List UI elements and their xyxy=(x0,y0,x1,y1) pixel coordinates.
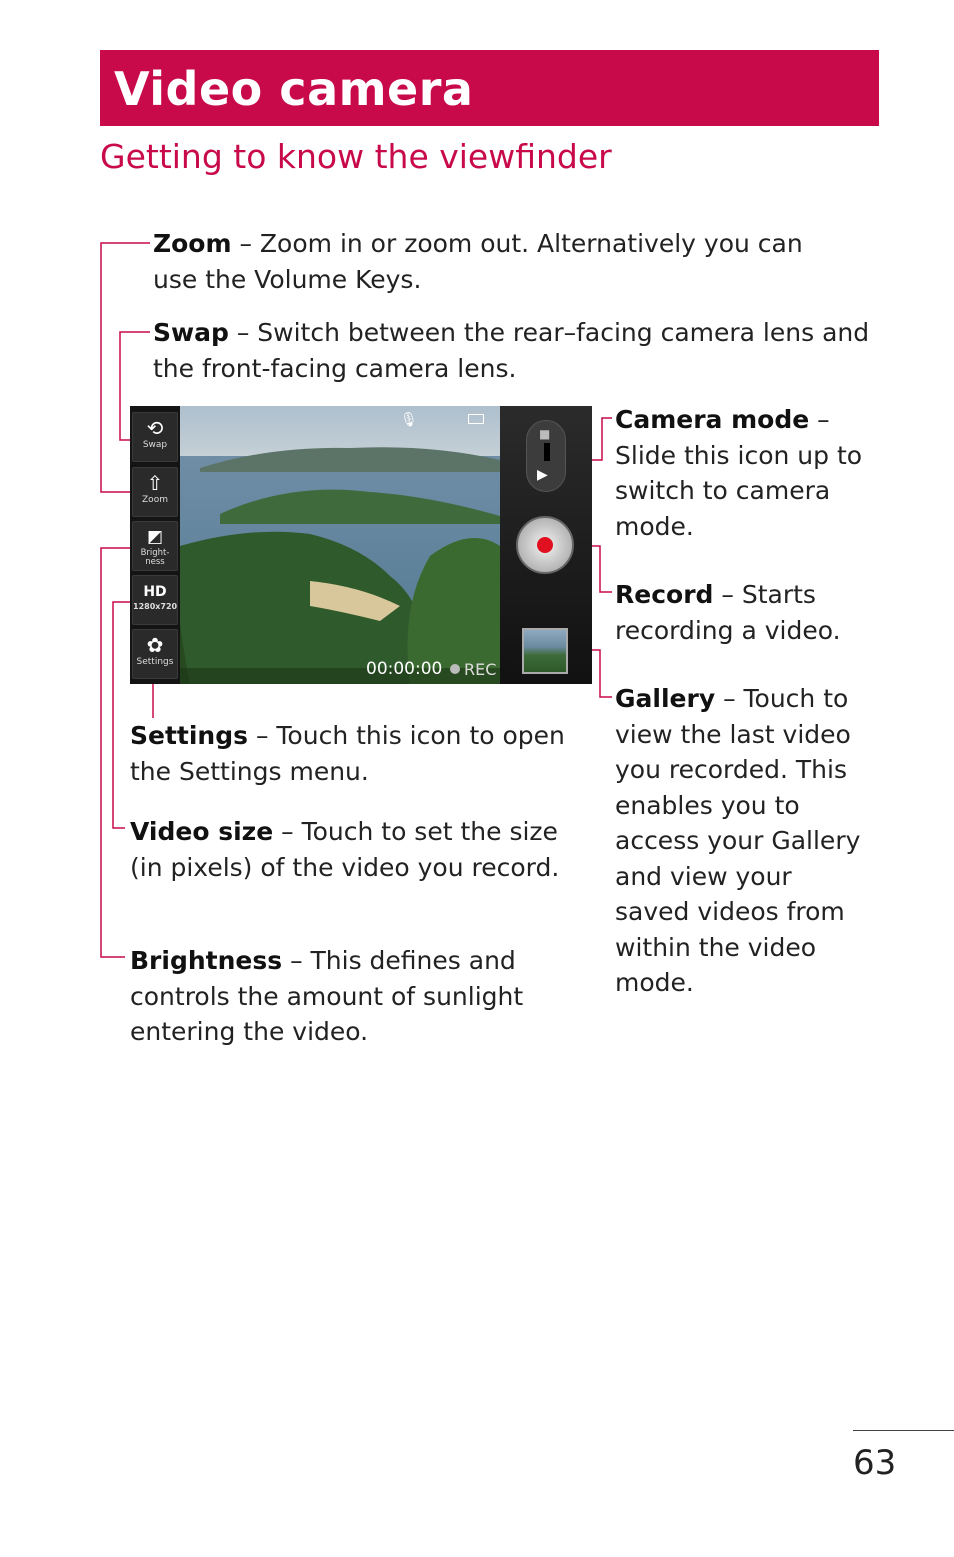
video-size-text: – Touch to set the size (in pixels) of the video you record. xyxy=(130,817,560,882)
hd-icon: HD xyxy=(143,584,167,600)
gallery-description xyxy=(615,681,865,1001)
page-number-rule xyxy=(853,1430,954,1431)
battery-icon xyxy=(468,414,484,424)
settings-button[interactable] xyxy=(132,629,178,679)
camera-mode-description xyxy=(615,402,865,544)
page-title: Video camera xyxy=(114,62,474,116)
settings-button-label: Settings xyxy=(136,657,174,667)
settings-text: – Touch this icon to open the Settings menu. xyxy=(130,721,565,786)
swap-button-label: Swap xyxy=(142,440,168,450)
brightness-button-label: Bright- ness xyxy=(140,548,170,567)
viewfinder-screenshot xyxy=(130,406,592,684)
brightness-description xyxy=(130,943,540,1050)
brightness-icon: ◩ xyxy=(146,527,164,547)
rec-dot-icon xyxy=(450,664,460,674)
record-description xyxy=(615,577,855,648)
settings-term: Settings xyxy=(130,721,249,750)
gallery-term: Gallery xyxy=(615,684,716,713)
gear-icon: ✿ xyxy=(146,633,164,657)
camera-mode-term: Camera mode xyxy=(615,405,810,434)
record-term: Record xyxy=(615,580,714,609)
right-toolbar xyxy=(500,406,592,684)
resolution-label: 1280x720 xyxy=(133,602,178,611)
recording-timer: 00:00:00 xyxy=(366,659,443,679)
microphone-icon: 🎙 xyxy=(400,412,418,428)
gallery-thumbnail[interactable] xyxy=(522,628,568,674)
swap-description xyxy=(153,315,873,386)
zoom-text: – Zoom in or zoom out. Alternatively you can use the Volume Keys. xyxy=(153,229,803,294)
record-button[interactable] xyxy=(516,516,574,574)
swap-camera-icon: ⟲ xyxy=(146,416,164,440)
zoom-icon: ⇧ xyxy=(146,471,164,495)
camera-mode-text: – Slide this icon up to switch to camera mode. xyxy=(615,405,863,541)
zoom-button[interactable] xyxy=(132,467,178,517)
swap-term: Swap xyxy=(153,318,229,347)
settings-description xyxy=(130,718,570,789)
video-camera-icon: ▶ xyxy=(537,467,548,483)
camera-icon: ■ xyxy=(539,427,551,441)
video-size-term: Video size xyxy=(130,817,274,846)
switch-slider xyxy=(544,443,550,461)
brightness-button[interactable] xyxy=(132,521,178,571)
page-number: 63 xyxy=(853,1443,897,1483)
camera-mode-switch[interactable] xyxy=(526,420,566,492)
rec-indicator: REC xyxy=(464,660,497,679)
record-text: – Starts recording a video. xyxy=(615,580,841,645)
section-title: Getting to know the viewfinder xyxy=(100,137,612,176)
brightness-text: – This defines and controls the amount of sunlight entering the video. xyxy=(130,946,524,1046)
swap-button[interactable] xyxy=(132,412,178,462)
record-icon xyxy=(537,537,553,553)
zoom-term: Zoom xyxy=(153,229,232,258)
video-size-button[interactable] xyxy=(132,575,178,625)
brightness-term: Brightness xyxy=(130,946,283,975)
gallery-text: – Touch to view the last video you recorded. This enables you to access your Gallery and view your saved videos from within the video mode. xyxy=(615,684,861,997)
zoom-button-label: Zoom xyxy=(142,495,168,505)
zoom-description xyxy=(153,226,853,297)
video-size-description xyxy=(130,814,560,885)
left-toolbar xyxy=(130,406,180,684)
swap-text: – Switch between the rear–facing camera lens and the front-facing camera lens. xyxy=(153,318,870,383)
